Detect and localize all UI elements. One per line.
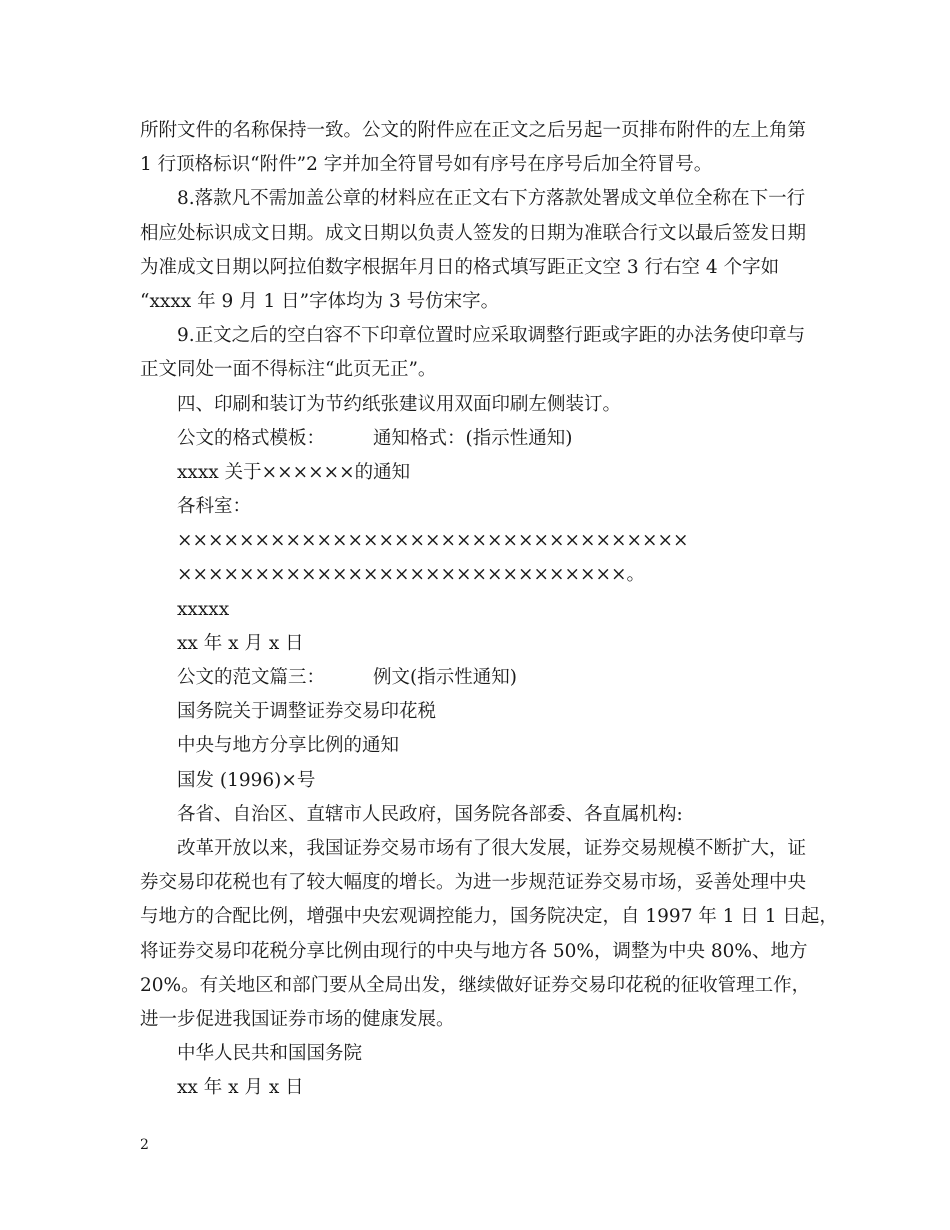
example-signer: 中华人民共和国国务院 xyxy=(177,1043,363,1065)
example-body-line: 券交易印花税也有了较大幅度的增长。为进一步规范证券交易市场，妥善处理中央 xyxy=(140,872,807,894)
template-placeholder-line: ×××××××××××××××××××××××××××××。 xyxy=(177,564,646,586)
example-title: 中央与地方分享比例的通知 xyxy=(177,735,400,757)
body-line: 1 行顶格标识“附件”2 字并加全符冒号如有序号在序号后加全符冒号。 xyxy=(140,154,713,176)
body-line: 8.落款凡不需加盖公章的材料应在正文右下方落款处署成文单位全称在下一行 xyxy=(177,188,806,210)
body-line: 正文同处一面不得标注“此页无正”。 xyxy=(140,359,437,381)
body-line: 9.正文之后的空白容不下印章位置时应采取调整行距或字距的办法务使印章与 xyxy=(177,325,806,347)
example-body-line: 与地方的合配比例，增强中央宏观调控能力，国务院决定，自 1997 年 1 日 1 日起， xyxy=(140,906,838,928)
template-recipient: 各科室： xyxy=(177,496,252,518)
example-body-line: 20%。有关地区和部门要从全局出发，继续做好证券交易印花税的征收管理工作， xyxy=(140,974,811,996)
body-line: 所附文件的名称保持一致。公文的附件应在正文之后另起一页排布附件的左上角第 xyxy=(140,120,807,141)
example-type: 例文(指示性通知) xyxy=(373,667,517,688)
template-title: xxxx 关于××××××的通知 xyxy=(177,461,411,483)
page-number: 2 xyxy=(140,1137,149,1153)
example-body-line: 进一步促进我国证券市场的健康发展。 xyxy=(140,1008,455,1030)
example-heading-line xyxy=(140,661,815,695)
template-placeholder-line: ××××××××××××××××××××××××××××××××× xyxy=(177,530,689,552)
example-doc-number: 国发 (1996)×号 xyxy=(177,769,316,791)
body-line: “xxxx 年 9 月 1 日”字体均为 3 号仿宋字。 xyxy=(140,290,500,312)
template-date: xx 年 x 月 x 日 xyxy=(177,632,304,654)
example-date: xx 年 x 月 x 日 xyxy=(177,1077,304,1099)
body-line: 相应处标识成文日期。成文日期以负责人签发的日期为准联合行文以最后签发日期 xyxy=(140,222,807,244)
example-title: 国务院关于调整证券交易印花税 xyxy=(177,701,437,723)
section-heading: 四、印刷和装订为节约纸张建议用双面印刷左侧装订。 xyxy=(177,393,622,415)
document-body xyxy=(140,114,838,1105)
template-label: 公文的格式模板： xyxy=(177,427,326,449)
example-body-line: 改革开放以来，我国证券交易市场有了很大发展，证券交易规模不断扩大，证 xyxy=(177,837,807,859)
template-heading-line xyxy=(140,422,815,456)
template-type: 通知格式：(指示性通知) xyxy=(373,427,573,449)
body-line: 为准成文日期以阿拉伯数字根据年月日的格式填写距正文空 3 行右空 4 个字如 xyxy=(140,256,780,278)
example-body-line: 将证券交易印花税分享比例由现行的中央与地方各 50%，调整为中央 80%、地方 xyxy=(140,940,808,962)
example-recipients: 各省、自治区、直辖市人民政府，国务院各部委、各直属机构: xyxy=(177,803,683,825)
template-signer: xxxxx xyxy=(177,598,230,620)
example-label: 公文的范文篇三： xyxy=(177,667,326,688)
